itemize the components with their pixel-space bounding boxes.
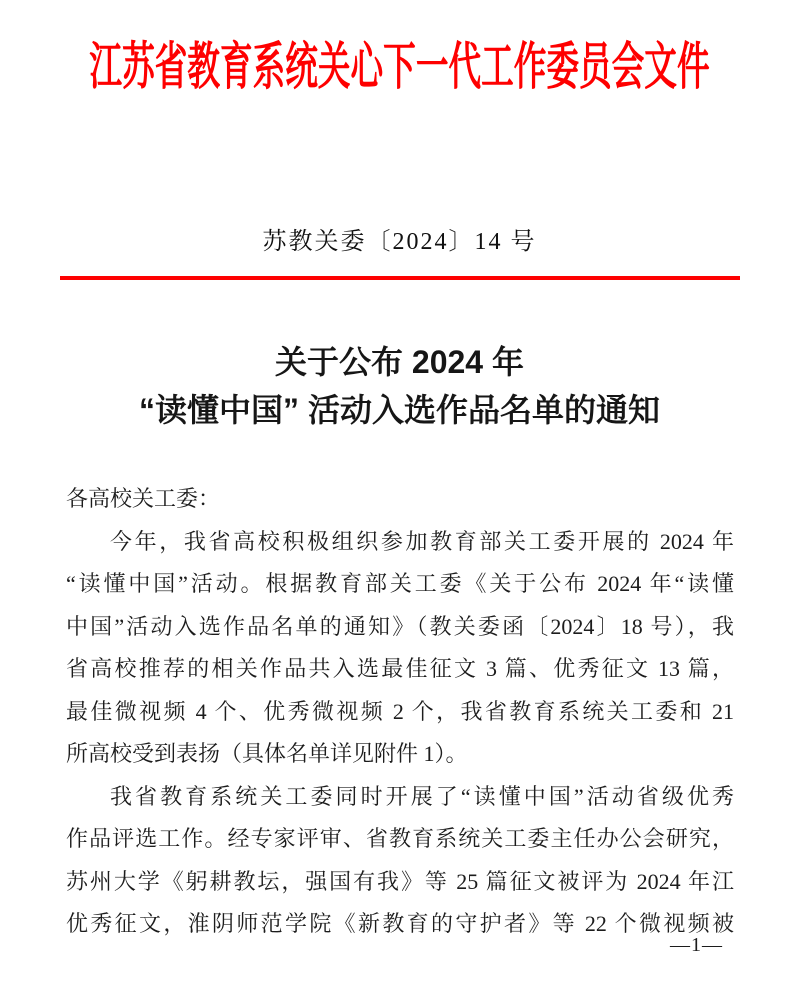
body-line: 苏州大学《躬耕教坛，强国有我》等 25 篇征文被评为 2024 年江 (66, 868, 734, 894)
body-line: 省高校推荐的相关作品共入选最佳征文 3 篇、优秀征文 13 篇， (66, 656, 734, 681)
body-line: 我省教育系统关工委同时开展了“读懂中国”活动省级优秀 (110, 783, 734, 809)
red-header-title: 江苏省教育系统关心下一代工作委员会文件 (89, 38, 710, 95)
document-title-line1: 关于公布 2024 年 (275, 344, 524, 380)
letterhead (0, 38, 799, 96)
page-number: —1— (670, 934, 723, 956)
body-line-salutation: 各高校关工委： (66, 486, 221, 511)
body-line: “读懂中国”活动。根据教育部关工委《关于公布 2024 年“读懂 (66, 571, 734, 596)
body-line: 最佳微视频 4 个、优秀微视频 2 个，我省教育系统关工委和 21 (66, 698, 734, 724)
document-title (0, 338, 799, 434)
document-title-line2: “读懂中国” 活动入选作品名单的通知 (139, 392, 660, 428)
body-line: 作品评选工作。经专家评审、省教育系统关工委主任办公会研究， (66, 826, 734, 851)
body-line: 中国”活动入选作品名单的通知》（教关委函〔2024〕18 号），我 (66, 613, 734, 639)
document-body (66, 485, 734, 953)
red-divider-line (60, 276, 740, 280)
body-line: 优秀征文，淮阴师范学院《新教育的守护者》等 22 个微视频被 (66, 911, 734, 936)
body-line: 所高校受到表扬（具体名单详见附件 1）。 (66, 741, 468, 766)
body-line: 今年，我省高校积极组织参加教育部关工委开展的 2024 年 (110, 528, 734, 554)
document-number: 苏教关委〔2024〕14 号 (262, 229, 537, 255)
